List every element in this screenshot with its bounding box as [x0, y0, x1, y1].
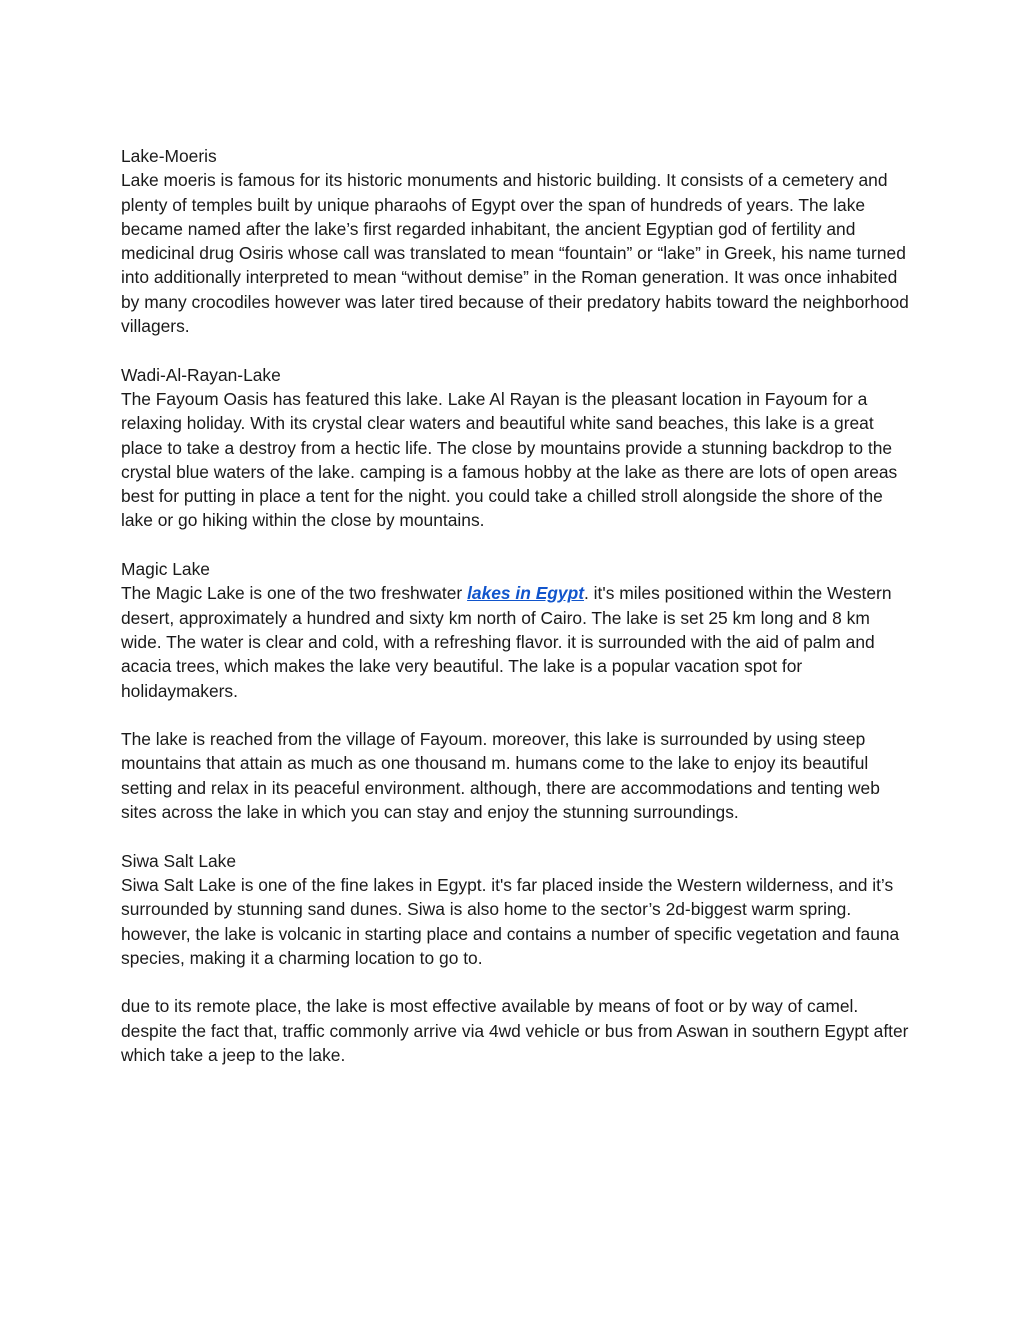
section-paragraph: Siwa Salt Lake is one of the fine lakes in Egypt. it's far placed inside the Western wilderness, and it’s surrounded by stunning sand dunes. Siwa is also home to the sector’s 2d-biggest warm spring. however, the lake is volcanic in starting place and contains a number of specific vegetation and fauna species, making it a charming location to go to.: [121, 874, 900, 968]
section-paragraph: [121, 581, 911, 702]
section-wadi-al-rayan-lake: [121, 363, 911, 533]
section-paragraph: The Fayoum Oasis has featured this lake. Lake Al Rayan is the pleasant location in Fayoum for a relaxing holiday. With its crystal clear waters and beautiful white sand beaches, this lake is a great place to take a destroy from a hectic life. The close by mountains provide a stunning backdrop to the crystal blue waters of the lake. camping is a famous hobby at the lake as there are lots of open areas best for putting in place a tent for the night. you could take a chilled stroll alongside the shore of the lake or go hiking within the close by mountains.: [121, 388, 898, 531]
paragraph-text-before-link: The Magic Lake is one of the two freshwater: [121, 583, 468, 604]
section-heading: Magic Lake: [121, 559, 210, 580]
section-magic-lake: [121, 557, 911, 703]
section-paragraph: The lake is reached from the village of Fayoum. moreover, this lake is surrounded by using steep mountains that attain as much as one thousand m. humans come to the lake to enjoy its beautiful setting and relax in its peaceful environment. although, there are accommodations and tenting web sites across the lake in which you can stay and enjoy the stunning surroundings.: [121, 729, 880, 823]
lakes-in-egypt-link[interactable]: lakes in Egypt: [467, 583, 585, 604]
section-paragraph: Lake moeris is famous for its historic monuments and historic building. It consists of a cemetery and plenty of temples built by unique pharaohs of Egypt over the span of hundreds of years. The lake became named after the lake’s first regarded inhabitant, the ancient Egyptian god of fertility and medicinal drug Osiris whose call was translated to mean “fountain” or “lake” in Greek, his name turned into additionally interpreted to mean “without demise” in the Roman generation. It was once inhabited by many crocodiles however was later tired because of their predatory habits toward the neighborhood villagers.: [121, 170, 909, 337]
paragraph-text-after-link: . it's miles positioned within the Western desert, approximately a hundred and sixty km north of Cairo. The lake is set 25 km long and 8 km wide. The water is clear and cold, with a refreshing flavor. it is surrounded with the aid of palm and acacia trees, which makes the lake very beautiful. The lake is a popular vacation spot for holidaymakers.: [121, 583, 892, 701]
section-magic-lake-continued: [121, 727, 911, 824]
section-lake-moeris: [121, 144, 911, 338]
section-heading: Lake-Moeris: [121, 146, 217, 166]
section-heading: Wadi-Al-Rayan-Lake: [121, 364, 281, 385]
section-paragraph: due to its remote place, the lake is most effective available by means of foot or by way of camel. despite the fact that, traffic commonly arrive via 4wd vehicle or bus from Aswan in southern Egypt after which take a jeep to the lake.: [121, 996, 909, 1065]
section-heading: Siwa Salt Lake: [121, 850, 237, 871]
document-page: [121, 144, 911, 1092]
section-siwa-salt-lake-continued: [121, 994, 911, 1067]
section-siwa-salt-lake: [121, 849, 911, 970]
